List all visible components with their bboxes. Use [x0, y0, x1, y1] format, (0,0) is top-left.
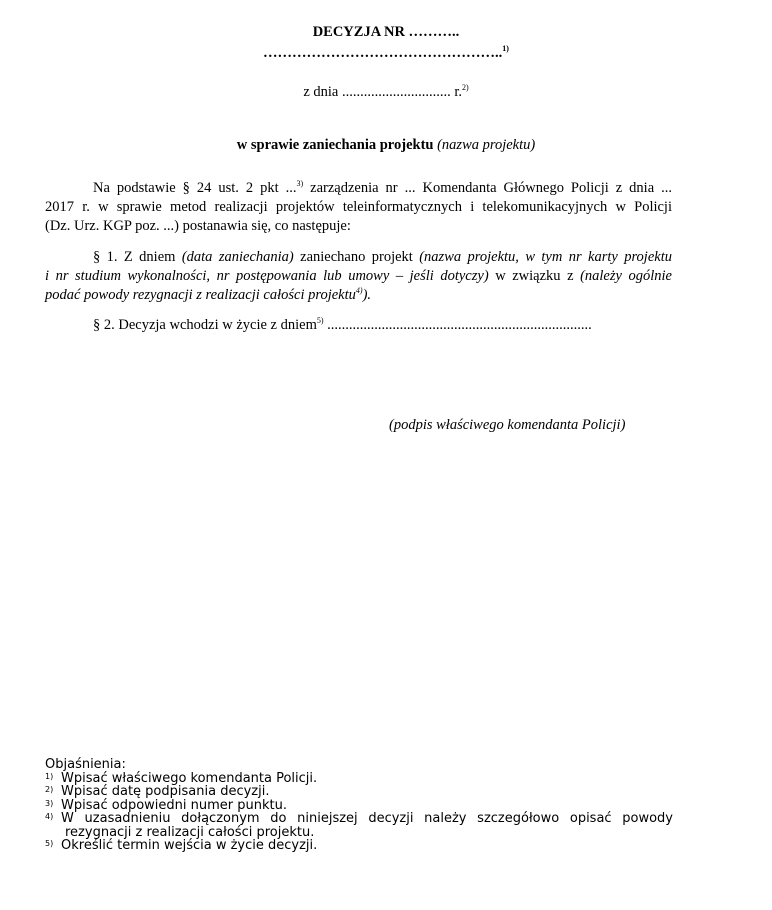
note-text-continued: rezygnacji z realizacji całości projektu. — [65, 824, 315, 840]
note-item: 3) Wpisać odpowiedni numer punktu. — [45, 797, 287, 813]
par1-c: zaniechano projekt — [293, 249, 420, 265]
issuer-dots: ………………………………………….. — [263, 45, 503, 61]
footnote-ref-4: 4) — [355, 286, 363, 296]
intro-line-3: (Dz. Urz. KGP poz. ...) postanawia się, co następuje: — [45, 218, 351, 234]
intro-line-1 — [45, 179, 672, 198]
par1-l3-italic: podać powody rezygnacji z realizacji całości projektu — [45, 287, 356, 303]
footnote-ref-1: 1) — [502, 44, 509, 54]
paragraph-1 — [45, 248, 672, 305]
par1-a: § 1. Z dniem — [93, 249, 182, 265]
par2-dots: ......................................................................... — [323, 317, 592, 333]
intro-l1-b: zarządzenia nr ... Komendanta Głównego Policji z dnia ... — [303, 180, 672, 196]
par1-date-placeholder: (data zaniechania) — [181, 249, 294, 265]
explanatory-notes — [45, 758, 673, 853]
note-item: 5) Określić termin wejścia w życie decyzji. — [45, 838, 318, 853]
note-text: W uzasadnieniu dołączonym do niniejszej decyzji należy szczegółowo opisać powody — [61, 811, 673, 826]
par1-l2-text: w związku z — [488, 268, 581, 284]
par1-line-1 — [45, 248, 672, 267]
notes-heading: Objaśnienia: — [45, 757, 126, 772]
intro-l1-a: Na podstawie § 24 ust. 2 pkt ... — [93, 180, 297, 196]
note-item: 1) Wpisać właściwego komendanta Policji. — [45, 770, 318, 786]
decision-issuer-line — [0, 45, 772, 62]
date-suffix: r. — [454, 84, 462, 100]
date-prefix: z dnia — [303, 84, 339, 100]
note-text: Wpisać datę podpisania decyzji. — [61, 784, 270, 799]
decision-number-label: DECYZJA NR ……….. — [312, 24, 460, 40]
intro-line-2: 2017 r. w sprawie metod realizacji projektów teleinformatycznych i telekomunikacyjnych w Policji — [45, 199, 672, 215]
note-item: 4) W uzasadnieniu dołączonym do niniejszej decyzji należy szczegółowo opisać powody rezygnacji z realizacji całości projektu. — [45, 811, 673, 840]
par1-l2-reason: (należy ogólnie — [580, 268, 672, 284]
par1-l2-italic: i nr studium wykonalności, nr postępowania lub umowy – jeśli dotyczy) — [45, 268, 489, 284]
par1-line-3 — [45, 286, 672, 305]
signature-placeholder: (podpis właściwego komendanta Policji) — [389, 417, 626, 433]
note-text: Wpisać właściwego komendanta Policji. — [61, 770, 318, 786]
note-text: Określić termin wejścia w życie decyzji. — [61, 838, 318, 853]
decision-date-line — [0, 84, 772, 101]
footnote-ref-2: 2) — [462, 83, 469, 93]
note-text: Wpisać odpowiedni numer punktu. — [61, 797, 287, 813]
footnote-ref-5: 5) — [316, 316, 324, 326]
paragraph-2 — [45, 316, 672, 335]
note-item: 2) Wpisać datę podpisania decyzji. — [45, 784, 270, 799]
par2-text: § 2. Decyzja wchodzi w życie z dniem — [93, 317, 317, 333]
par1-project-placeholder: (nazwa projektu, w tym nr karty projektu — [419, 249, 672, 265]
decision-subject — [0, 137, 772, 154]
par1-line-2 — [45, 267, 672, 286]
subject-italic: (nazwa projektu) — [437, 137, 536, 153]
subject-bold: w sprawie zaniechania projektu — [236, 137, 434, 153]
decision-title — [0, 24, 772, 41]
date-dots: .............................. — [341, 84, 451, 100]
footnote-ref-3: 3) — [296, 179, 304, 189]
intro-paragraph — [45, 179, 672, 236]
par1-l3-end: ). — [362, 287, 372, 303]
